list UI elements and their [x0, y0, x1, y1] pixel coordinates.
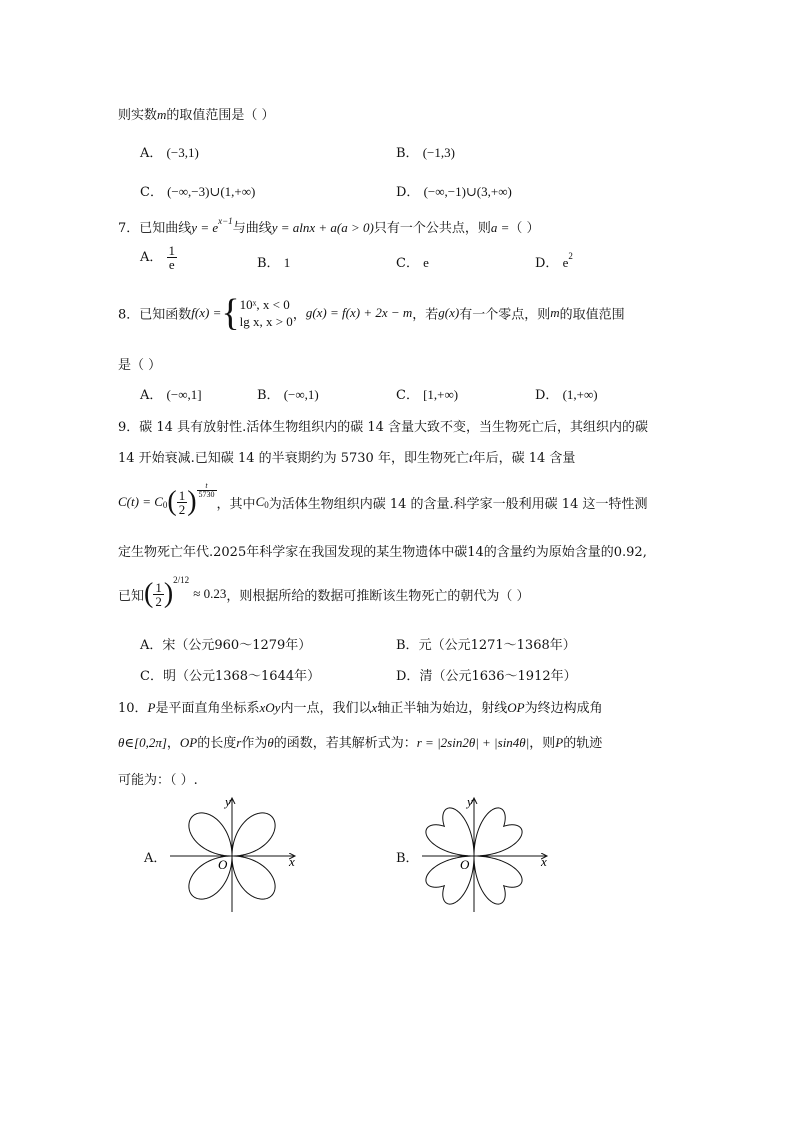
option-sup: 2	[568, 251, 573, 261]
q10-text: 是平面直角坐标系	[155, 701, 260, 716]
q9-line1: 9．碳 14 具有放射性.活体生物组织内的碳 14 含量大致不变，当生物死亡后，其组织内的碳	[118, 420, 649, 435]
y-axis-label: y	[467, 794, 473, 809]
q9-text: ，其中	[216, 496, 256, 512]
q8-number: 8．	[118, 307, 140, 323]
q9-half-2	[153, 581, 164, 608]
frac-den: e	[168, 257, 175, 272]
q9-known-exp: 2/12	[173, 575, 190, 585]
q10-theta-range: θ∈[0,2π]	[118, 735, 167, 750]
q8-gx2: g(x)	[438, 305, 460, 320]
option-value: 清（公元1636～1912年）	[419, 669, 577, 684]
q10-option-a-label[interactable]: A．	[144, 851, 167, 866]
q10-var-r: r	[236, 735, 242, 750]
q8-text: 有一个零点，则	[459, 307, 551, 323]
option-value: (−3,1)	[166, 145, 199, 160]
q7-text: 只有一个公共点，则	[373, 221, 491, 236]
q9-c0: C	[255, 494, 265, 509]
option-label: A．	[140, 250, 163, 265]
q9-text: ，则根据所给的数据可推断该生物死亡的朝代为（ ）	[226, 588, 530, 604]
paren-left: (	[167, 486, 177, 517]
q7-stem	[118, 217, 540, 236]
q7-curve1: y = e	[191, 220, 219, 235]
q7-text: （ ）	[509, 221, 540, 236]
q8-stem	[118, 294, 625, 332]
q10-op: OP	[507, 700, 525, 715]
q7-a-eq: a =	[490, 220, 510, 235]
frac-num: t	[197, 482, 217, 491]
option-value: (−∞,1)	[283, 387, 319, 402]
option-label: B．	[396, 146, 419, 161]
frac-den: 2	[178, 501, 186, 517]
q7-text: 已知曲线	[139, 221, 192, 236]
q10-op: OP	[179, 735, 198, 750]
q10-line1	[118, 697, 603, 716]
q9-var-t: t	[468, 450, 473, 465]
q10-var-p: P	[555, 735, 564, 750]
x-axis-label: x	[541, 854, 547, 869]
q10-line2	[118, 732, 602, 751]
q8-option-c[interactable]	[396, 384, 458, 403]
frac-den: 5730	[198, 489, 215, 499]
option-label: B．	[257, 388, 280, 403]
q10-text: 内一点，我们以	[280, 701, 372, 716]
q8-text: 的取值范围	[559, 307, 625, 323]
q9-text: 14 开始衰减.已知碳 14 的半衰期约为 5730 年，即生物死亡	[118, 451, 469, 466]
frac-den: 2	[155, 593, 162, 609]
q9-known-rhs: ≈ 0.23	[193, 586, 227, 601]
option-label: D．	[396, 669, 420, 684]
q8-text: ，若	[412, 307, 439, 323]
option-value: e	[423, 255, 429, 270]
q7-option-a[interactable]	[140, 244, 177, 271]
q10-formula: r = |2sin2θ| + |sin4θ|	[416, 735, 530, 750]
q8-gx: g(x) = f(x) + 2x − m	[305, 305, 413, 320]
option-value: (−∞,1]	[166, 387, 202, 402]
q10-text: 的轨迹	[563, 736, 603, 751]
option-label: D．	[535, 388, 559, 403]
option-value: 明（公元1368～1644年）	[162, 669, 321, 684]
q10-number: 10．	[118, 701, 148, 716]
q10-text: ，	[166, 736, 180, 751]
option-label: C．	[140, 669, 163, 684]
option-label: D．	[396, 185, 420, 200]
q9-text: 已知	[118, 588, 145, 604]
q6-option-b[interactable]	[396, 142, 455, 161]
q8-fx: f(x) =	[191, 305, 222, 320]
case-1: 10ˣ, x < 0	[239, 297, 290, 312]
option-label: C．	[396, 256, 419, 271]
option-value: (−1,3)	[422, 145, 455, 160]
paren-right: )	[187, 486, 197, 517]
q9-formula-sub: 0	[162, 500, 168, 510]
q6-stem	[118, 104, 275, 123]
q9-exponent	[197, 482, 217, 499]
q10-xoy: xOy	[259, 700, 281, 715]
q8-text: ，	[292, 307, 306, 323]
q9-line2	[118, 447, 575, 466]
q9-option-b[interactable]	[396, 634, 576, 653]
q9-option-c[interactable]	[140, 665, 320, 684]
q7-option-b[interactable]	[257, 252, 290, 271]
q9-text: 年后，碳 14 含量	[472, 451, 576, 466]
q10-text: ，则	[529, 736, 556, 751]
q10-text: 轴正半轴为始边，射线	[377, 701, 508, 716]
q7-curve2: y = alnx + a(a > 0)	[271, 220, 374, 235]
q7-option-c[interactable]	[396, 252, 429, 271]
q6-stem-end: 的取值范围是（ ）	[166, 108, 275, 123]
q8-option-a[interactable]	[140, 384, 202, 403]
q6-stem-text: 则实数	[118, 108, 158, 123]
option-value: (−∞,−1)∪(3,+∞)	[423, 184, 512, 199]
y-axis-label: y	[225, 794, 231, 809]
q10-var-x: x	[371, 700, 378, 715]
q9-line4: 定生物死亡年代.2025年科学家在我国发现的某生物遗体中碳14的含量约为原始含量的0.92,	[118, 545, 647, 560]
option-value: 1	[283, 255, 291, 270]
option-value: 元（公元1271～1368年）	[418, 638, 576, 653]
frac-num: 1	[178, 487, 186, 503]
q10-text: 为终边构成角	[524, 701, 603, 716]
q10-text: 的函数，若其解析式为：	[273, 736, 417, 751]
q10-text: 的长度	[197, 736, 237, 751]
paren-right: )	[163, 578, 174, 609]
q9-line3	[118, 480, 647, 524]
q6-var-m: m	[157, 107, 167, 122]
q7-fraction	[167, 244, 178, 271]
q6-option-d[interactable]	[396, 181, 512, 200]
option-label: C．	[140, 185, 163, 200]
option-value: (1,+∞)	[562, 387, 598, 402]
q9-c0-sub: 0	[264, 500, 269, 510]
q10-line3: 可能为：（ ）.	[118, 773, 198, 788]
q9-line5	[118, 572, 529, 616]
paren-left: (	[144, 578, 154, 609]
origin-label: O	[218, 857, 228, 872]
q8-option-d[interactable]	[535, 384, 598, 403]
q10-theta: θ	[267, 735, 274, 750]
option-label: A．	[140, 388, 163, 403]
q10-text: 作为	[241, 736, 268, 751]
q10-figure-b[interactable]	[417, 790, 557, 916]
q6-option-a[interactable]	[140, 142, 199, 161]
x-axis-label: x	[289, 854, 295, 869]
option-value: [1,+∞)	[423, 387, 459, 402]
option-label: D．	[535, 256, 559, 271]
q10-figure-a[interactable]	[165, 790, 305, 916]
q9-formula-lhs: C(t) = C	[118, 494, 163, 509]
option-value: 宋（公元960～1279年）	[162, 638, 312, 653]
q9-option-a[interactable]	[140, 634, 311, 653]
q7-curve1-exp: x−1	[218, 216, 233, 226]
frac-num: 1	[155, 579, 162, 595]
q9-option-d[interactable]	[396, 665, 577, 684]
q8-stem-line2: 是（ ）	[118, 358, 162, 373]
option-label: B．	[257, 256, 280, 271]
q9-half	[177, 489, 188, 516]
q9-text: 为活体生物组织内碳 14 的含量.科学家一般利用碳 14 这一特性测	[268, 496, 648, 512]
q7-text: 与曲线	[232, 221, 272, 236]
q8-text: 已知函数	[139, 307, 192, 323]
option-label: B．	[396, 638, 419, 653]
q10-var-p: P	[147, 700, 156, 715]
piecewise-brace: {	[221, 292, 240, 334]
q7-number: 7．	[118, 221, 140, 236]
origin-label: O	[460, 857, 470, 872]
q8-var-m: m	[550, 305, 560, 320]
option-value: e	[562, 255, 569, 270]
option-label: A．	[140, 146, 163, 161]
option-value: (−∞,−3)∪(1,+∞)	[167, 184, 256, 199]
q10-option-b-label[interactable]: B．	[396, 851, 419, 866]
option-label: A．	[140, 638, 163, 653]
case-2: lg x, x > 0	[239, 314, 293, 329]
frac-num: 1	[168, 243, 176, 258]
q6-option-c[interactable]	[140, 181, 255, 200]
q7-option-d[interactable]	[535, 252, 573, 271]
option-label: C．	[396, 388, 419, 403]
piecewise-cases	[240, 296, 293, 330]
q8-option-b[interactable]	[257, 384, 319, 403]
